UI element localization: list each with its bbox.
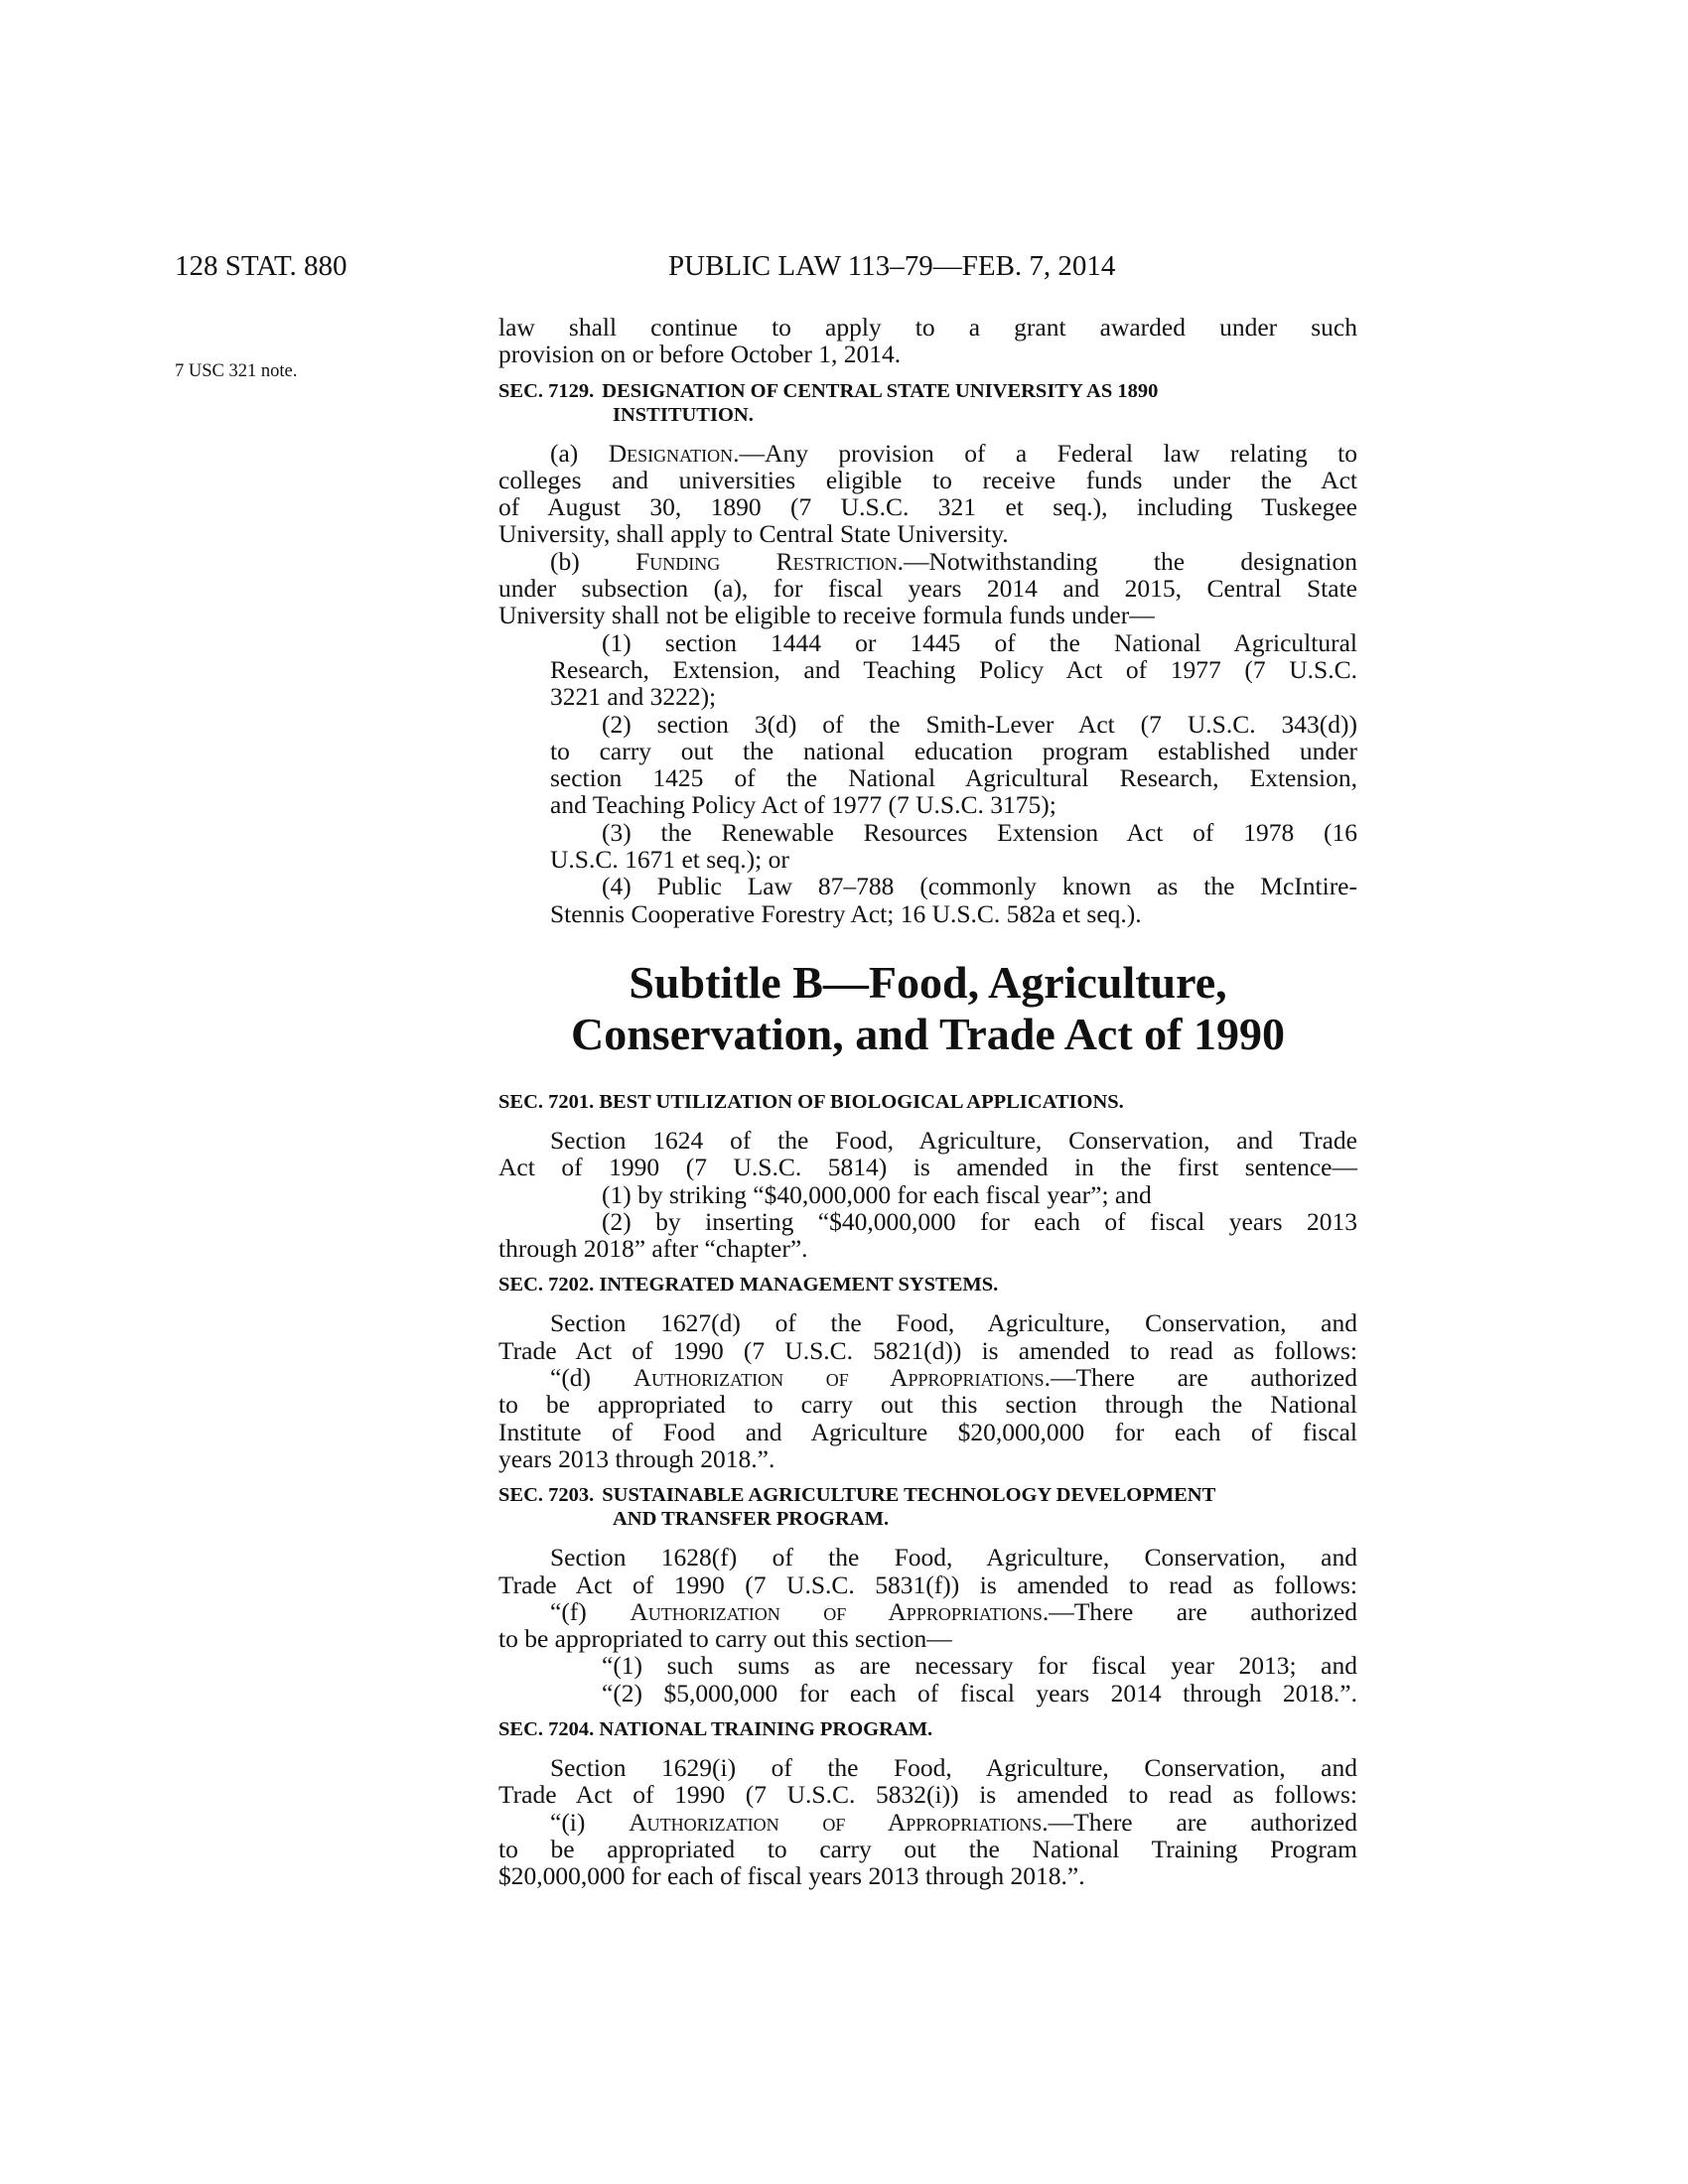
text-line: Trade Act of 1990 (7 U.S.C. 5831(f)) is amended to read as follows: <box>498 1570 1357 1599</box>
paragraph-item-2 <box>498 711 1357 819</box>
text-line: to be appropriated to carry out this section through the National <box>498 1390 1357 1420</box>
text-line: Trade Act of 1990 (7 U.S.C. 5821(d)) is amended to read as follows: <box>498 1335 1357 1365</box>
continuation-paragraph <box>498 314 1357 368</box>
text-line: (3) the Renewable Resources Extension Act of 1978 (16 <box>602 817 1357 847</box>
text-line: Section 1624 of the Food, Agriculture, Conservation, and Trade <box>550 1125 1357 1155</box>
section-title: SUSTAINABLE AGRICULTURE TECHNOLOGY DEVELOPMENT <box>602 1484 1216 1507</box>
text-line: Research, Extension, and Teaching Policy Act of 1977 (7 U.S.C. <box>550 654 1357 684</box>
margin-note-usc: 7 USC 321 note. <box>175 361 298 381</box>
text-line: U.S.C. 1671 et seq.); or <box>550 845 789 875</box>
text-line: to be appropriated to carry out this section— <box>498 1624 952 1654</box>
paragraph-item-4 <box>498 873 1357 927</box>
subsection-heading: Funding Restriction <box>635 546 898 576</box>
text-line: of August 30, 1890 (7 U.S.C. 321 et seq.), including Tuskegee <box>498 492 1357 522</box>
text-line: to be appropriated to carry out the National Training Program <box>498 1834 1357 1863</box>
subsection-marker: “(d) <box>550 1363 633 1393</box>
public-law-title: PUBLIC LAW 113–79—FEB. 7, 2014 <box>668 250 1116 282</box>
quoted-subsection-f <box>498 1598 1357 1653</box>
text-line <box>498 548 1357 575</box>
statute-page-reference: 128 STAT. 880 <box>175 250 348 282</box>
section-intro <box>498 1309 1357 1364</box>
section-intro <box>498 1127 1357 1181</box>
text-line: Section 1629(i) of the Food, Agriculture, Conservation, and <box>550 1752 1357 1782</box>
text-line: 3221 and 3222); <box>550 682 717 712</box>
text-line: Stennis Cooperative Forestry Act; 16 U.S.C. 582a et seq.). <box>550 898 1142 928</box>
section-7201 <box>498 1090 1357 1262</box>
document-body <box>498 314 1357 1889</box>
text-line: and Teaching Policy Act of 1977 (7 U.S.C. 3175); <box>550 790 1056 820</box>
text-line: (2) section 3(d) of the Smith-Lever Act (7 U.S.C. 343(d)) <box>602 709 1357 739</box>
text-line: under subsection (a), for fiscal years 2014 and 2015, Central State <box>498 574 1357 604</box>
section-intro <box>498 1754 1357 1809</box>
section-heading <box>498 379 1357 427</box>
text-line: Section 1627(d) of the Food, Agriculture, Conservation, and <box>550 1308 1357 1338</box>
subtitle-line: Conservation, and Trade Act of 1990 <box>571 1008 1285 1059</box>
text-line: (4) Public Law 87–788 (commonly known as the McIntire- <box>602 872 1357 901</box>
text-line: to carry out the national education program established under <box>550 736 1357 765</box>
text-line: $20,000,000 for each of fiscal years 2013 through 2018.”. <box>498 1861 1085 1891</box>
text-line: through 2018” after “chapter”. <box>498 1234 808 1264</box>
subtitle-heading <box>498 957 1357 1060</box>
section-7129 <box>498 379 1357 927</box>
subsection-a <box>498 440 1357 548</box>
text-line: Section 1628(f) of the Food, Agriculture, Conservation, and <box>550 1543 1357 1572</box>
paragraph-item-3 <box>498 819 1357 874</box>
quoted-subsection-i <box>498 1809 1357 1890</box>
subsection-heading: Authorization of Appropriations <box>629 1807 1043 1837</box>
text-run: .—Notwithstanding the designation <box>897 546 1357 576</box>
text-line: University shall not be eligible to receive formula funds under— <box>498 601 1155 630</box>
text-run: .—There are authorized <box>1042 1596 1358 1626</box>
paragraph-item-1: “(1) such sums as are necessary for fiscal year 2013; and <box>602 1651 1357 1681</box>
text-line: Act of 1990 (7 U.S.C. 5814) is amended in the first sentence— <box>498 1153 1357 1182</box>
text-line <box>498 1364 1357 1391</box>
text-line: section 1425 of the National Agricultural Research, Extension, <box>550 763 1357 793</box>
subtitle-line: Subtitle B—Food, Agriculture, <box>629 956 1227 1008</box>
text-line <box>498 1598 1357 1625</box>
section-title-continued: INSTITUTION. <box>613 403 754 426</box>
subsection-b <box>498 548 1357 629</box>
subsection-heading: Designation <box>608 438 734 468</box>
paragraph-item-1 <box>498 629 1357 711</box>
section-intro <box>498 1544 1357 1598</box>
text-run: .—Any provision of a Federal law relating to <box>733 438 1357 468</box>
section-heading: SEC. 7204. NATIONAL TRAINING PROGRAM. <box>498 1717 933 1740</box>
text-line <box>498 1809 1357 1836</box>
text-line: University, shall apply to Central State University. <box>498 519 1009 549</box>
subsection-marker: (a) <box>550 438 609 468</box>
section-heading: SEC. 7201. BEST UTILIZATION OF BIOLOGICAL APPLICATIONS. <box>498 1090 1124 1113</box>
text-run: .—There are authorized <box>1042 1807 1358 1837</box>
paragraph-item-2: “(2) $5,000,000 for each of fiscal years 2014 through 2018.”. <box>602 1678 1357 1707</box>
section-number: SEC. 7129. <box>498 379 595 402</box>
section-title: DESIGNATION OF CENTRAL STATE UNIVERSITY AS 1890 <box>602 379 1159 402</box>
text-line: provision on or before October 1, 2014. <box>498 340 902 369</box>
quoted-subsection-d <box>498 1364 1357 1472</box>
paragraph-item-1: (1) by striking “$40,000,000 for each fiscal year”; and <box>602 1179 1152 1209</box>
section-heading: SEC. 7202. INTEGRATED MANAGEMENT SYSTEMS. <box>498 1274 999 1297</box>
subsection-marker: “(i) <box>550 1807 630 1837</box>
text-line: (1) section 1444 or 1445 of the National Agricultural <box>602 627 1357 657</box>
section-number: SEC. 7203. <box>498 1484 595 1507</box>
section-7204 <box>498 1717 1357 1889</box>
section-7202 <box>498 1273 1357 1472</box>
text-line: law shall continue to apply to a grant awarded under such <box>498 313 1357 341</box>
section-heading <box>498 1483 1357 1531</box>
section-7203 <box>498 1483 1357 1706</box>
text-line: Institute of Food and Agriculture $20,000,000 for each of fiscal <box>498 1417 1357 1446</box>
paragraph-item-2 <box>498 1208 1357 1263</box>
text-run: .—There are authorized <box>1044 1363 1357 1393</box>
text-line <box>498 440 1357 467</box>
subsection-marker: “(f) <box>550 1596 631 1626</box>
subsection-heading: Authorization of Appropriations <box>633 1363 1045 1393</box>
text-line: (2) by inserting “$40,000,000 for each of fiscal years 2013 <box>602 1206 1357 1236</box>
subsection-marker: (b) <box>550 546 636 576</box>
text-line: years 2013 through 2018.”. <box>498 1443 775 1473</box>
page-header <box>0 250 1688 290</box>
text-line: Trade Act of 1990 (7 U.S.C. 5832(i)) is amended to read as follows: <box>498 1780 1357 1810</box>
text-line: colleges and universities eligible to receive funds under the Act <box>498 465 1357 494</box>
subsection-heading: Authorization of Appropriations <box>630 1596 1043 1626</box>
section-title-continued: AND TRANSFER PROGRAM. <box>613 1508 890 1531</box>
